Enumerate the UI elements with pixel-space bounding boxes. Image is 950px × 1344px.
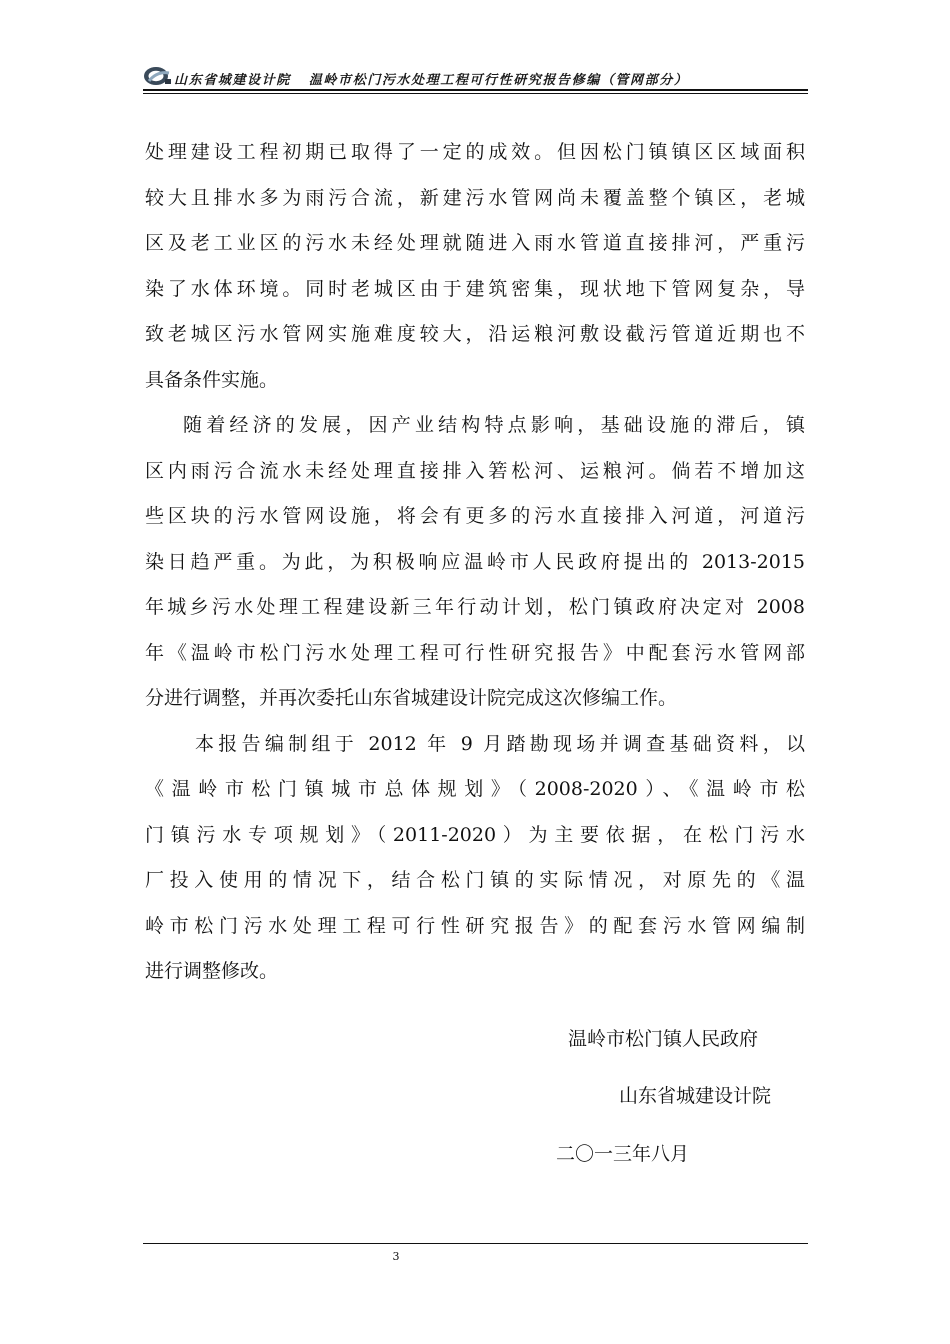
text-line: 区内雨污合流水未经处理直接排入箬松河、运粮河。倘若不增加这 (145, 459, 805, 482)
text-line: 年《温岭市松门污水处理工程可行性研究报告》中配套污水管网部 (145, 641, 805, 664)
text-line: 染了水体环境。同时老城区由于建筑密集，现状地下管网复杂，导 (145, 277, 805, 300)
text-line: 些区块的污水管网设施，将会有更多的污水直接排入河道，河道污 (145, 505, 805, 527)
text-line: 门镇污水专项规划》（2011-2020）为主要依据，在松门污水 (145, 823, 805, 846)
text-line: 年城乡污水处理工程建设新三年行动计划，松门镇政府决定对 2008 (145, 596, 805, 618)
text-line: 致老城区污水管网实施难度较大，沿运粮河敷设截污管道近期也不 (145, 323, 805, 345)
text-line: 《温岭市松门镇城市总体规划》（2008-2020）、《温岭市松 (145, 778, 805, 800)
text-line: 岭市松门污水处理工程可行性研究报告》的配套污水管网编制 (145, 914, 805, 937)
text-line: 分进行调整，并再次委托山东省城建设计院完成这次修编工作。 (145, 687, 678, 709)
text-line: 厂投入使用的情况下，结合松门镇的实际情况，对原先的《温 (145, 869, 805, 891)
signature-date: 二〇一三年八月 (556, 1143, 690, 1165)
page-number: 3 (392, 1250, 400, 1263)
paragraph-3 (145, 722, 805, 995)
signature-government: 温岭市松门镇人民政府 (568, 1028, 759, 1050)
text-line: 进行调整修改。 (145, 960, 279, 982)
text-line: 具备条件实施。 (145, 368, 279, 391)
institute-logo-icon (143, 65, 173, 87)
text-line: 随着经济的发展，因产业结构特点影响，基础设施的滞后，镇 (183, 414, 805, 436)
header-rule-thin (143, 93, 808, 94)
header-rule (143, 89, 808, 91)
text-line: 染日趋严重。为此，为积极响应温岭市人民政府提出的 2013-2015 (145, 550, 805, 573)
paragraph-1 (145, 130, 805, 403)
signature-institute: 山东省城建设计院 (619, 1085, 772, 1107)
footer-rule (143, 1243, 808, 1244)
paragraph-2 (145, 403, 805, 722)
page-header (143, 62, 808, 92)
text-line: 较大且排水多为雨污合流，新建污水管网尚未覆盖整个镇区，老城 (145, 186, 805, 209)
header-title: 温岭市松门污水处理工程可行性研究报告修编（管网部分） (308, 73, 689, 88)
text-line: 本报告编制组于 2012 年 9 月踏勘现场并调查基础资料，以 (195, 732, 805, 755)
header-text (174, 69, 688, 88)
body-text (145, 130, 805, 995)
text-line: 区及老工业区的污水未经处理就随进入雨水管道直接排河，严重污 (145, 232, 805, 254)
header-org: 山东省城建设计院 (174, 73, 291, 88)
text-line: 处理建设工程初期已取得了一定的成效。但因松门镇镇区区域面积 (145, 141, 805, 163)
